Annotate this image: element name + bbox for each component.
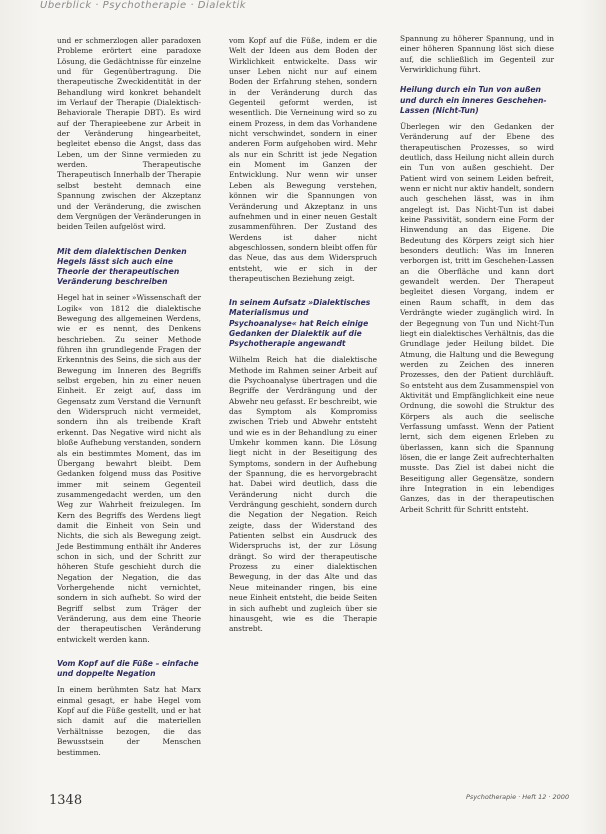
section-heading: Vom Kopf auf die Füße – einfache und doppelte Negation	[57, 659, 199, 679]
text-column-left	[57, 36, 201, 757]
section-heading: In seinem Aufsatz »Dialektisches Materialismus und Psychoanalyse« hat Reich einige Gedanken der Dialektik auf die Psychotherapie angewandt	[229, 298, 371, 349]
section-heading: Heilung durch ein Tun von außen und durch ein inneres Geschehen-Lassen (Nicht-Tun)	[400, 85, 547, 115]
section-heading: Mit dem dialektischen Denken Hegels lässt sich auch eine Theorie der therapeutischen Veränderung beschreiben	[57, 246, 187, 287]
body-paragraph: und er schmerzlogen aller paradoxen Probleme erörtert eine paradoxe Lösung, die Gedächtnisse für einzelne und für Gegenübertragung. Die therapeutische Zweckidentität in der Behandlung wird konkret behandelt im Verlauf der Therapie (Dialektisch-Behaviorale Therapie DBT). Es wird auf der Therapieebene zur Arbeit in der Veränderung hingearbeitet, begleitet ebenso die Angst, dass das Leben, um der Sinne vermieden zu werden. Therapeutische Therapeutisch Innerhalb der Therapie selbst besteht demnach eine Spannung zwischen der Akzeptanz und der Veränderung, die zwischen dem Vergnügen der Veränderungen in beiden Teilen aufgelöst wird.	[57, 36, 201, 232]
body-paragraph: Wilhelm Reich hat die dialektische Methode im Rahmen seiner Arbeit auf die Psychoanalyse übertragen und die Begriffe der Verdrängung und der Abwehr neu gefasst. Er beschreibt, wie das Symptom als Kompromiss zwischen Trieb und Abwehr entsteht und wie es in der Behandlung zu einer Umkehr kommen kann. Die Lösung liegt nicht in der Beseitigung des Symptoms, sondern in der Aufhebung der Spannung, die es hervorgebracht hat. Dabei wird deutlich, dass die Veränderung nicht durch die Verdrängung geschieht, sondern durch die Negation der Negation. Reich zeigte, dass der Widerstand des Patienten selbst ein Ausdruck des Widerspruchs ist, der zur Lösung drängt. So wird der therapeutische Prozess zu einer dialektischen Bewegung, in der das Alte und das Neue miteinander ringen, bis eine neue Einheit entsteht, die beide Seiten in sich aufhebt und zugleich über sie hinausgeht, wie es die Therapie anstrebt.	[229, 355, 377, 634]
body-paragraph: In einem berühmten Satz hat Marx einmal gesagt, er habe Hegel vom Kopf auf die Füße gestellt, und er hat sich damit auf die materiellen Verhältnisse bezogen, die das Bewusstsein der Menschen bestimmen.	[57, 685, 201, 757]
body-paragraph: Hegel hat in seiner »Wissenschaft der Logik« von 1812 die dialektische Bewegung des allgemeinen Werdens, wie er es nennt, des Denkens beschrieben. Zu seiner Methode führen ihn grundlegende Fragen der Erkenntnis des Seins, die sich aus der Bewegung im Inneren des Begriffs selbst ergeben, hin zu einer neuen Einheit. Er zeigt auf, dass im Gegensatz zum Verstand die Vernunft den Widerspruch nicht vermeidet, sondern ihn als treibende Kraft erkennt. Das Negative wird nicht als bloße Aufhebung verstanden, sondern als ein bestimmtes Moment, das im Übergang bewahrt bleibt. Dem Gedanken folgend muss das Positive immer mit seinem Gegenteil zusammengedacht werden, um den Weg zur Wahrheit freizulegen. Im Kern des Begriffs des Werdens liegt damit die Einheit von Sein und Nichts, die sich als Bewegung zeigt. Jede Bestimmung enthält ihr Anderes schon in sich, und der Schritt zur höheren Stufe geschieht durch die Negation der Negation, die das Vorhergehende nicht vernichtet, sondern in sich aufhebt. So wird der Begriff selbst zum Träger der Veränderung, aus dem eine Theorie der therapeutischen Veränderung entwickelt werden kann.	[57, 293, 201, 644]
footer-source: Psychotherapie · Heft 12 · 2000	[466, 793, 570, 801]
page-number: 1348	[49, 793, 83, 808]
body-paragraph: Spannung zu höherer Spannung, und in einer höheren Spannung löst sich diese auf, die schließlich im Gegenteil zur Verwirklichung führt.	[400, 34, 554, 75]
body-paragraph: vom Kopf auf die Füße, indem er die Welt der Ideen aus dem Boden der Wirklichkeit entwickelte. Dass wir unser Leben nicht nur auf einem Boden der Erfahrung stehen, sondern in der Veränderung durch das Gegenteil geformt werden, ist wesentlich. Die Verneinung wird so zu einem Prozess, in dem das Vorhandene nicht verschwindet, sondern in einer anderen Form aufgehoben wird. Mehr als nur ein Schritt ist jede Negation ein Moment im Ganzen der Entwicklung. Nur wenn wir unser Leben als Bewegung verstehen, können wir die Spannungen von Veränderung und Akzeptanz in uns aufnehmen und in einer neuen Gestalt zusammenführen. Der Zustand des Werdens ist daher nicht abgeschlossen, sondern bleibt offen für das Neue, das aus dem Widerspruch entsteht, wie er sich in der therapeutischen Beziehung zeigt.	[229, 36, 378, 283]
running-head: Überblick · Psychotherapie · Dialektik	[40, 0, 247, 11]
body-paragraph: Überlegen wir den Gedanken der Veränderung auf der Ebene des therapeutischen Prozesses, so wird deutlich, dass Heilung nicht allein durch ein Tun von außen geschieht. Der Patient wird von seinem Leiden befreit, wenn er nicht nur aktiv handelt, sondern auch geschehen lässt, was in ihm angelegt ist. Das Nicht-Tun ist dabei keine Passivität, sondern eine Form der Hinwendung an das Eigene. Die Bedeutung des Körpers zeigt sich hier besonders deutlich: Was im Inneren verborgen ist, tritt im Geschehen-Lassen an die Oberfläche und kann dort gewandelt werden. Der Therapeut begleitet diesen Vorgang, indem er einen Raum schafft, in dem das Verdrängte wieder zugänglich wird. In der Begegnung von Tun und Nicht-Tun liegt ein dialektisches Verhältnis, das die Grundlage jeder Heilung bildet. Die Atmung, die Haltung und die Bewegung werden zu Zeichen des inneren Prozesses, den der Patient durchläuft. So entsteht aus dem Zusammenspiel von Aktivität und Empfänglichkeit eine neue Ordnung, die sowohl die Struktur des Körpers als auch die seelische Verfassung umfasst. Wenn der Patient lernt, sich dem eigenen Erleben zu überlassen, kann sich die Spannung lösen, die er lange Zeit aufrechterhalten musste. Das Ziel ist dabei nicht die Beseitigung aller Gegensätze, sondern ihre Integration in ein lebendiges Ganzes, das in der therapeutischen Arbeit Schritt für Schritt entsteht.	[400, 121, 554, 514]
text-column-right	[400, 34, 554, 704]
text-column-middle	[229, 36, 377, 701]
